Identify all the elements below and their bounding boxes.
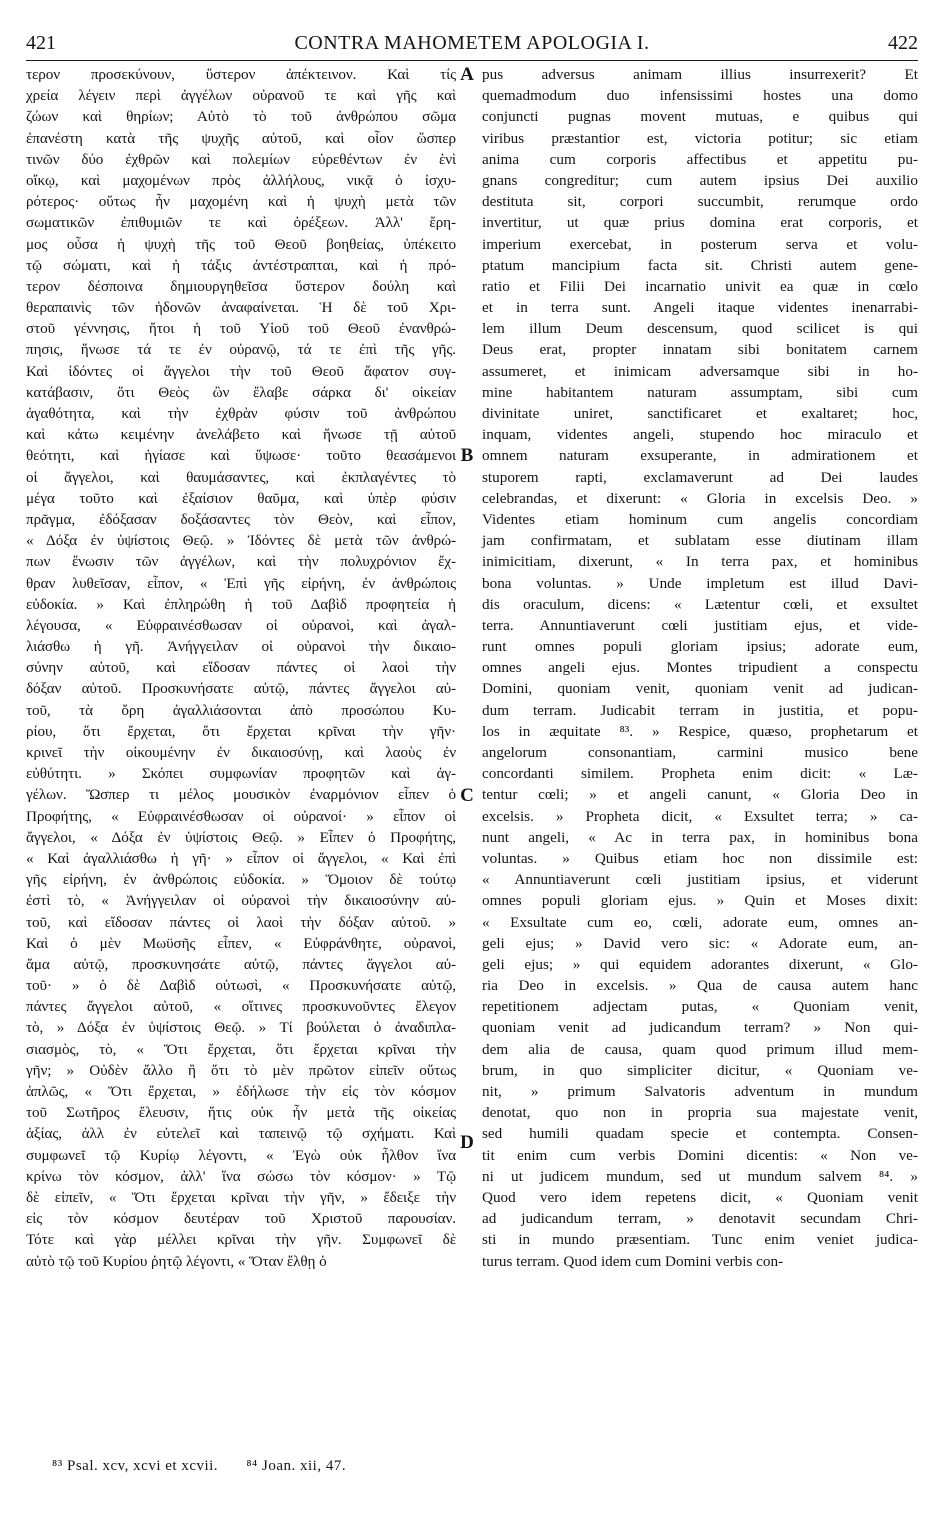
latin-text-line: destituta sit, corpori succumbit, rerumque ordo [482, 193, 918, 211]
greek-text-line: ζώων καὶ θηρίων; Αὐτὸ τὸ τοῦ ἀνθρώπου σῶμα [26, 108, 456, 126]
latin-text-line: runt omnes populi gloriam ipsius; adorate eum, [482, 638, 918, 656]
latin-text-line: « Exsultate cum eo, cœli, adorate eum, omnes an- [482, 913, 918, 931]
page-number-right: 422 [888, 32, 918, 54]
latin-text-line: pus adversus animam illius insurrexerit? Et [482, 66, 918, 83]
latin-text-line: ria Deo in excelsis. » Qua de causa autem hanc [482, 977, 918, 995]
greek-text-line: « Καὶ ἀγαλλιάσθω ἡ γῆ· » εἶπον οἱ ἄγγελοι, « Καὶ ἐπὶ [26, 849, 456, 867]
margin-marker-d: D [460, 1132, 474, 1153]
latin-text-line: concordanti similem. Propheta enim dicit: « Læ- [482, 765, 918, 783]
greek-text-line: τινῶν δύο ἐχθρῶν καὶ πολεμίων εὑρεθέντων ἐν ἑνὶ [26, 150, 456, 168]
latin-text-line: celebrandas, et dixerunt: « Gloria in excelsis Deo. » [482, 489, 918, 507]
greek-text-line: δόξαν αὐτοῦ. Προσκυνήσατε αὐτῷ, πάντες ἄγγελοι αὐ- [26, 680, 456, 698]
latin-text-line: ptatum mancipium facta sit. Christi autem gene- [482, 256, 918, 274]
greek-text-line: τοῦ, καὶ εἴδοσαν πάντες οἱ λαοὶ τὴν δόξαν αὐτοῦ. » [26, 913, 456, 931]
greek-text-line: αὐτὸ τῷ τοῦ Κυρίου ῥητῷ λέγοντι, « Ὅταν ἔλθῃ ὁ [26, 1252, 327, 1270]
latin-text-line: Domini, quoniam venit, quoniam venit ad judican- [482, 680, 918, 698]
latin-text-line: ratio et Filii Dei incarnatio univit ea quæ in cœlo [482, 277, 918, 295]
greek-text-line: Καὶ ὁ μὲν Μωϋσῆς εἶπεν, « Εὐφράνθητε, οὐρανοὶ, [26, 934, 456, 952]
greek-text-line: τοῦ, τὰ ὄρη ἀγαλλιάσονται ἀπὸ προσώπου Κυ- [26, 701, 456, 719]
latin-text-line: jam confirmatam, et sublatam esse diutinam illam [482, 532, 918, 550]
greek-text-line: θεότητι, καὶ ἡγίασε καὶ ὕψωσε· τοῦτο θεασάμενοι [26, 447, 456, 465]
margin-marker-c: C [460, 785, 474, 806]
latin-text-line: voluntas. » Quibus etiam hoc non dissimile est: [482, 849, 918, 867]
greek-text-line: ἐστὶ τὸ, « Ἀνήγγειλαν οἱ οὐρανοὶ τὴν δικαιοσύνην αὐ- [26, 892, 456, 910]
latin-text-line: omnes populi gloriam ejus. » Quin et Moses dixit: [482, 892, 918, 910]
greek-text-line: ρίου, ὅτι ἔρχεται, ὅτι ἔρχεται κρῖναι τὴν γῆν· [26, 722, 456, 740]
latin-text-line: nit, » primum Salvatoris adventum in mundum [482, 1083, 918, 1100]
latin-text-line: « Annuntiaverunt cœli justitiam ipsius, et viderunt [482, 871, 918, 889]
latin-text-line: quoniam venit ad judicandum terram? » Non qui- [482, 1019, 918, 1037]
greek-text-line: οἱ ἄγγελοι, καὶ θαυμάσαντες, καὶ ἐκπλαγέντες τὸ [26, 468, 456, 486]
latin-text-line: anima cum corporis affectibus et appetitu pu- [482, 150, 918, 168]
page-header [26, 26, 918, 61]
greek-text-line: γῆν; » Οὐδὲν ἄλλο ἢ ὅτι τὸ μὲν πρῶτον εἰπεῖν οὕτως [26, 1061, 456, 1079]
latin-text-line: denotat, quo non in propria sua majestate venit, [482, 1104, 918, 1122]
latin-text-line: ad judicandum terram, » denotavit secundam Chri- [482, 1210, 918, 1228]
greek-text-line: σιασμὸς, τὸ, « Ὅτι ἔρχεται, ὅτι ἔρχεται κρῖναι τὴν [26, 1040, 456, 1058]
greek-text-line: ἅμα αὐτῷ, προσκυνησάτε αὐτῷ, πάντες ἄγγελοι αὐ- [26, 955, 456, 973]
greek-text-line: πησις, ἥνωσε τά τε ἐν οὐρανῷ, τά τε ἐπὶ τῆς γῆς. [26, 341, 456, 359]
latin-text-line: imperium exercebat, in posterum serva et volu- [482, 235, 918, 253]
greek-text-line: τὸ, » Δόξα ἐν ὑψίστοις Θεῷ. » Τί βούλεται ὁ ἀναδιπλα- [26, 1019, 456, 1037]
latin-text-line: turus terram. Quod idem cum Domini verbis con- [482, 1252, 784, 1270]
latin-text-line: sti in mundo præsentiam. Tunc enim veniet judica- [482, 1231, 918, 1249]
greek-text-line: τοῦ Σωτῆρος ἔλευσιν, ἥτις οὐκ ἦν μετὰ τῆς οἰκείας [26, 1104, 456, 1122]
latin-text-line: assumeret, et inimicam adversamque sibi in ho- [482, 362, 918, 380]
latin-text-line: gnans congreditur; cum autem ipsius Dei auxilio [482, 171, 918, 189]
greek-text-line: γῆς εἰρήνη, ἐν ἀνθρώποις εὐδοκία. » Ὅμοιον δὲ τούτῳ [26, 871, 456, 889]
footnote-83: ⁸³ Psal. xcv, xcvi et xcvii. [52, 1458, 219, 1474]
footnote-84: ⁸⁴ Joan. xii, 47. [246, 1458, 347, 1474]
latin-text-line: bona voluntas. » Unde impletum est illud Davi- [482, 574, 918, 592]
greek-text-line: ἄγγελοι, « Δόξα ἐν ὑψίστοις Θεῷ. » Εἶπεν ὁ Προφήτης, [26, 828, 456, 846]
greek-text-line: τοῦ· » ὁ δὲ Δαβὶδ οὑτωσὶ, « Προσκυνήσατε αὐτῷ, [26, 977, 456, 995]
footnotes [52, 1458, 370, 1475]
margin-marker-a: A [460, 64, 474, 85]
greek-text-line: Καὶ ἰδόντες οἱ ἄγγελοι τὴν τοῦ Θεοῦ ἄφατον συγ- [26, 362, 456, 380]
latin-text-line: inimicitiam, dixerunt, « In terra pax, et hominibus [482, 553, 918, 571]
greek-text-line: Προφήτης, « Εὐφραινέσθωσαν οἱ οὐρανοί· » εἶπον οἱ [26, 807, 456, 825]
latin-column [482, 64, 918, 1272]
greek-text-line: καὶ κάτω κειμένην ἀνελάβετο καὶ ἥνωσε τῇ αὐτοῦ [26, 426, 456, 444]
greek-text-line: οἴκῳ, καὶ μαχομένων πρὸς ἀλλήλους, νικᾷ ὁ ἰσχυ- [26, 171, 456, 189]
page-number-left: 421 [26, 32, 56, 54]
greek-text-line: ρότερος· οὕτως ἦν μαχομένη καὶ ἡ ψυχὴ μετὰ τῶν [26, 193, 456, 211]
latin-text-line: angelorum consonantiam, carmini musico bene [482, 744, 918, 761]
latin-text-line: Videntes etiam hominum cum angelis concordiam [482, 510, 918, 528]
latin-text-line: los in æquitate ⁸³. » Respice, quæso, prophetarum et [482, 722, 918, 740]
latin-text-line: tit enim cum verbis Domini dicentis: « Non ve- [482, 1146, 918, 1164]
latin-text-line: brum, in quo simpliciter dicitur, « Quoniam ve- [482, 1061, 918, 1079]
latin-text-line: divinitate uniret, sanctificaret et exaltaret; hoc, [482, 405, 918, 422]
greek-text-line: πάντες ἄγγελοι αὐτοῦ, « οἵτινες προσκυνοῦντες ἔλεγον [26, 998, 456, 1016]
latin-text-line: invertitur, ut quæ prius domina erat corporis, et [482, 214, 918, 232]
greek-text-line: εὐδοκία. » Καὶ ἐπληρώθη ἡ τοῦ Δαβὶδ προφητεία ἡ [26, 595, 456, 613]
latin-text-line: nunt angeli, « Ac in terra pax, in hominibus bona [482, 828, 918, 846]
greek-text-line: μος οὖσα ἡ ψυχὴ τῆς τοῦ Θεοῦ βοηθείας, ὑπέκειτο [26, 235, 456, 253]
greek-text-line: τερον δέσποινα δημιουργηθεῖσα ὕστερον δούλη καὶ [26, 277, 456, 295]
greek-text-line: σύνην αὐτοῦ, καὶ εἴδοσαν πάντες οἱ λαοὶ τὴν [26, 659, 456, 677]
greek-text-line: ἁπλῶς, « Ὅτι ἔρχεται, » ἐδήλωσε τὴν εἰς τὸν κόσμον [26, 1083, 456, 1100]
latin-text-line: dem alia de causa, quam quod primum illud mem- [482, 1040, 918, 1058]
latin-text-line: dis oraculum, dicens: « Lætentur cœli, et exsultet [482, 595, 918, 613]
latin-text-line: ni ut judicem mundum, sed ut mundum salvem ⁸⁴. » [482, 1167, 918, 1185]
greek-text-line: πων ἕνωσιν τῶν ἀγγέλων, καὶ τὴν πολυχρόνιον ἔχ- [26, 553, 456, 571]
latin-text-line: lem illum Deum descensum, quod scilicet is qui [482, 320, 918, 338]
latin-text-line: omnes angeli ejus. Montes tripudient a conspectu [482, 659, 918, 677]
latin-text-line: tentur cœli; » et angeli canunt, « Gloria Deo in [482, 786, 918, 804]
latin-text-line: terra. Annuntiaverunt cœli justitiam ejus, et vide- [482, 616, 918, 634]
greek-text-line: θραν λυθεῖσαν, εἶπον, « Ἐπὶ γῆς εἰρήνη, ἐν ἀνθρώποις [26, 574, 456, 592]
latin-text-line: et in terra sunt. Angeli itaque videntes inenarrabi- [482, 299, 918, 317]
greek-text-line: ἐπανέστη κατὰ τῆς ψυχῆς αὐτοῦ, καὶ οἷον ὥσπερ [26, 129, 456, 147]
greek-text-line: χρεία λέγειν περὶ ἀγγέλων οὐρανοῦ τε καὶ γῆς καὶ [26, 87, 456, 105]
greek-text-line: εὐθύτητι. » Σκόπει συμφωνίαν προφητῶν καὶ ἀγ- [26, 765, 456, 783]
greek-text-line: γέλων. Ὥσπερ τι μέλος μουσικὸν ἐναρμόνιον εἶπεν ὁ [26, 786, 456, 804]
greek-text-line: τῷ σώματι, καὶ ἡ τάξις ἀντέστραπται, καὶ ἡ πρό- [26, 256, 456, 274]
margin-marker-b: B [460, 445, 474, 466]
greek-text-line: ἀξίας, ἀλλ ἐν εὐτελεῖ καὶ ταπεινῷ τῷ σχήματι. Καὶ [26, 1125, 456, 1143]
running-title: CONTRA MAHOMETEM APOLOGIA I. [294, 32, 650, 54]
latin-text-line: repetitionem adjectam putas, « Quoniam venit, [482, 998, 918, 1016]
greek-text-line: μέγα τοῦτο καὶ ἐξαίσιον θαῦμα, καὶ ὑπὲρ φύσιν [26, 489, 456, 507]
greek-text-line: Τότε καὶ γὰρ μέλλει κρῖναι τὴν γῆν. Συμφωνεῖ δὲ [26, 1231, 456, 1249]
latin-text-line: excelsis. » Propheta dicit, « Exsultet terra; » ca- [482, 807, 918, 825]
greek-column [26, 64, 456, 1272]
latin-text-line: mine habitantem naturam assumptam, sibi cum [482, 383, 918, 401]
greek-text-line: λέγουσα, « Εὐφραινέσθωσαν οἱ οὐρανοὶ, καὶ ἀγαλ- [26, 616, 456, 634]
greek-text-line: συμφωνεῖ τῷ Κυρίῳ λέγοντι, « Ἐγὼ οὐκ ἦλθον ἵνα [26, 1146, 456, 1164]
latin-text-line: omnem naturam exsuperante, in admirationem et [482, 447, 918, 465]
greek-text-line: « Δόξα ἐν ὑψίστοις Θεῷ. » Ἰδόντες δὲ μετὰ τῶν ἀνθρώ- [26, 532, 456, 550]
latin-text-line: stuporem rapti, exclamaverunt ad Dei laudes [482, 468, 918, 486]
latin-text-line: geli ejus; » David vero sic: « Adorate eum, an- [482, 934, 918, 952]
greek-text-line: κατάβασιν, ὅτι Θεὸς ὢν ἔλαβε σάρκα δι' οἰκείαν [26, 383, 456, 401]
greek-text-line: πρᾶγμα, ἐδόξασαν δοξάσαντες τὸν Θεὸν, καὶ εἶπον, [26, 510, 456, 528]
greek-text-line: δὲ εἰπεῖν, « Ὅτι ἔρχεται κρῖναι τὴν γῆν, » ἔδειξε τὴν [26, 1188, 456, 1206]
latin-text-line: viribus præstantior est, victoria potitur; sic etiam [482, 129, 918, 147]
greek-text-line: στοῦ γέννησις, ἤτοι ἡ τοῦ Υἱοῦ τοῦ Θεοῦ ἐνανθρώ- [26, 320, 456, 338]
greek-text-line: λιάσθω ἡ γῆ. Ἀνήγγειλαν οἱ οὐρανοὶ τὴν δικαιο- [26, 638, 456, 656]
greek-text-line: κρίνω τὸν κόσμον, ἀλλ' ἵνα σώσω τὸν κόσμον· » Τῷ [26, 1167, 456, 1185]
latin-text-line: dum terram. Judicabit terram in justitia, et popu- [482, 701, 918, 719]
latin-text-line: geli ejus; » qui equidem adorantes dixerunt, « Glo- [482, 955, 918, 973]
latin-text-line: conjuncti pugnas movent mutuas, e quibus qui [482, 108, 918, 126]
greek-text-line: τερον προσεκύνουν, ὕστερον ἀπέκτεινον. Καὶ τίς [26, 66, 456, 83]
latin-text-line: Deus erat, propter innatam sibi bonitatem carnem [482, 341, 918, 359]
latin-text-line: sed humili quadam specie et contempta. Consen- [482, 1125, 918, 1143]
latin-text-line: Quod vero idem repetens dicit, « Quoniam venit [482, 1188, 918, 1206]
latin-text-line: quemadmodum duo infensissimi hostes una domo [482, 87, 918, 105]
greek-text-line: σωματικῶν ἐπιθυμιῶν τε καὶ ὀρέξεων. Ἀλλ' ἔρη- [26, 214, 456, 232]
greek-text-line: εἰς τὸν κόσμον δευτέραν τοῦ Χριστοῦ παρουσίαν. [26, 1210, 456, 1228]
greek-text-line: ἀγαθότητα, καὶ τὴν ἐχθρὰν φύσιν τοῦ ἀνθρώπου [26, 405, 456, 422]
greek-text-line: κρινεῖ τὴν οἰκουμένην ἐν δικαιοσύνῃ, καὶ λαοὺς ἐν [26, 744, 456, 761]
latin-text-line: inquam, videntes angeli, stupendo hoc miraculo et [482, 426, 918, 444]
greek-text-line: θεραπαινὶς τῶν ἡδονῶν ἀναφαίνεται. Ἡ δὲ τοῦ Χρι- [26, 299, 456, 317]
